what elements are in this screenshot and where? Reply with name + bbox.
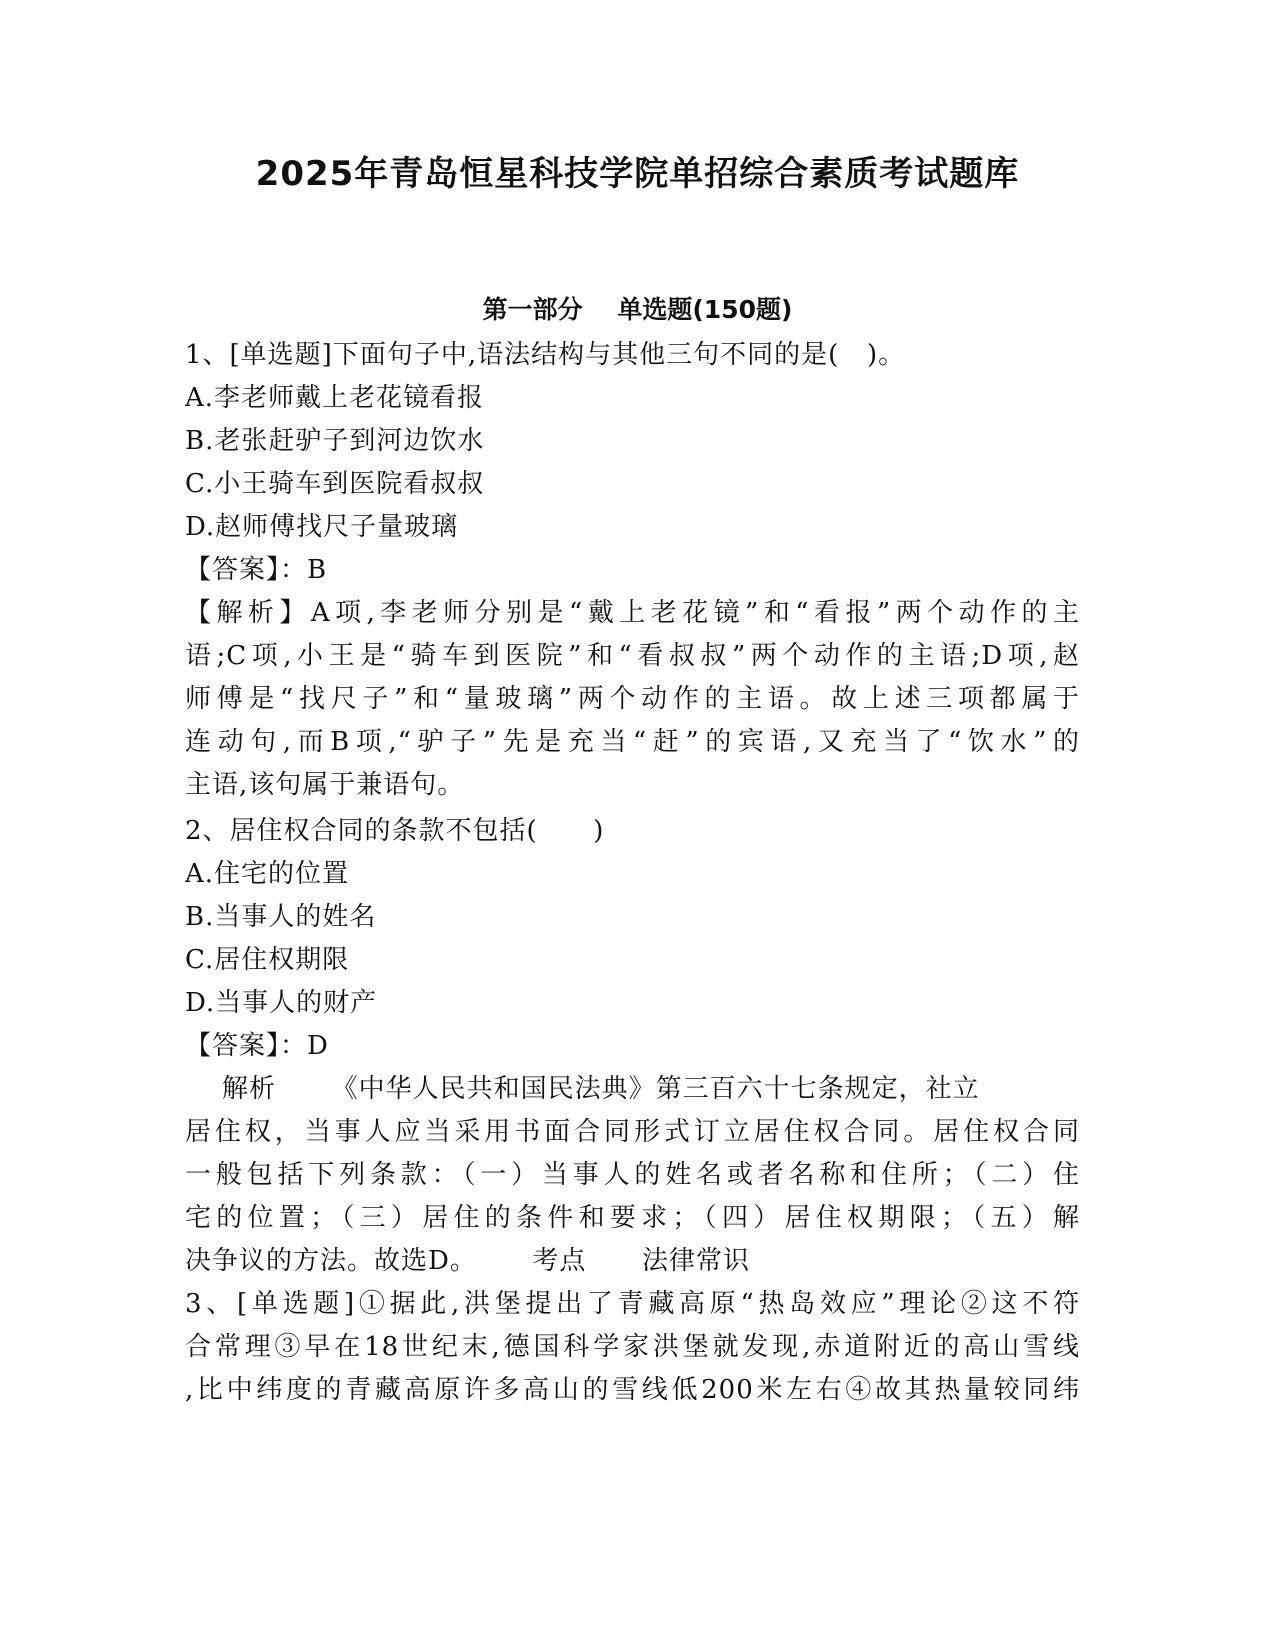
question-2	[185, 810, 1080, 1283]
question-stem: 3、[单选题]①据此,洪堡提出了青藏高原“热岛效应”理论②这不符	[185, 1289, 1080, 1319]
analysis-line: 决争议的方法。故选D。 考点 法律常识	[185, 1246, 751, 1276]
option-c: C.居住权期限	[185, 945, 350, 975]
analysis-line: 师傅是“找尺子”和“量玻璃”两个动作的主语。故上述三项都属于	[185, 684, 1080, 714]
analysis-line: 一般包括下列条款：（一）当事人的姓名或者名称和住所；（二）住	[185, 1160, 1080, 1190]
analysis-line: 解析 《中华人民共和国民法典》第三百六十七条规定，社立	[185, 1074, 980, 1104]
analysis-line: 【解析】A项,李老师分别是“戴上老花镜”和“看报”两个动作的主	[185, 598, 1080, 628]
question-3	[185, 1283, 1080, 1412]
question-stem: 2、居住权合同的条款不包括( )	[185, 816, 605, 846]
option-d: D.赵师傅找尺子量玻璃	[185, 512, 459, 542]
analysis-line: 连动句,而B项,“驴子”先是充当“赶”的宾语,又充当了“饮水”的	[185, 727, 1080, 757]
answer: 【答案】：D	[185, 1031, 329, 1061]
section-heading: 第一部分 单选题(150题)	[482, 295, 793, 324]
option-d: D.当事人的财产	[185, 988, 378, 1018]
question-stem: 合常理③早在18世纪末,德国科学家洪堡就发现,赤道附近的高山雪线	[185, 1332, 1080, 1362]
answer: 【答案】：B	[185, 555, 328, 585]
option-b: B.老张赶驴子到河边饮水	[185, 426, 485, 456]
analysis-line: 主语,该句属于兼语句。	[185, 770, 465, 800]
option-a: A.李老师戴上老花镜看报	[185, 383, 485, 413]
document-title: 2025年青岛恒星科技学院单招综合素质考试题库	[255, 154, 1020, 194]
analysis-line: 语;C项,小王是“骑车到医院”和“看叔叔”两个动作的主语;D项,赵	[185, 641, 1080, 671]
option-a: A.住宅的位置	[185, 859, 350, 889]
question-stem: 1、[单选题]下面句子中,语法结构与其他三句不同的是( )。	[185, 340, 906, 370]
analysis-line: 宅的位置；（三）居住的条件和要求；（四）居住权期限；（五）解	[185, 1203, 1080, 1233]
option-c: C.小王骑车到医院看叔叔	[185, 469, 485, 499]
question-1	[185, 334, 1080, 807]
question-stem: ,比中纬度的青藏高原许多高山的雪线低200米左右④故其热量较同纬	[185, 1375, 1080, 1405]
option-b: B.当事人的姓名	[185, 902, 377, 932]
analysis-line: 居住权，当事人应当采用书面合同形式订立居住权合同。居住权合同	[185, 1117, 1080, 1147]
